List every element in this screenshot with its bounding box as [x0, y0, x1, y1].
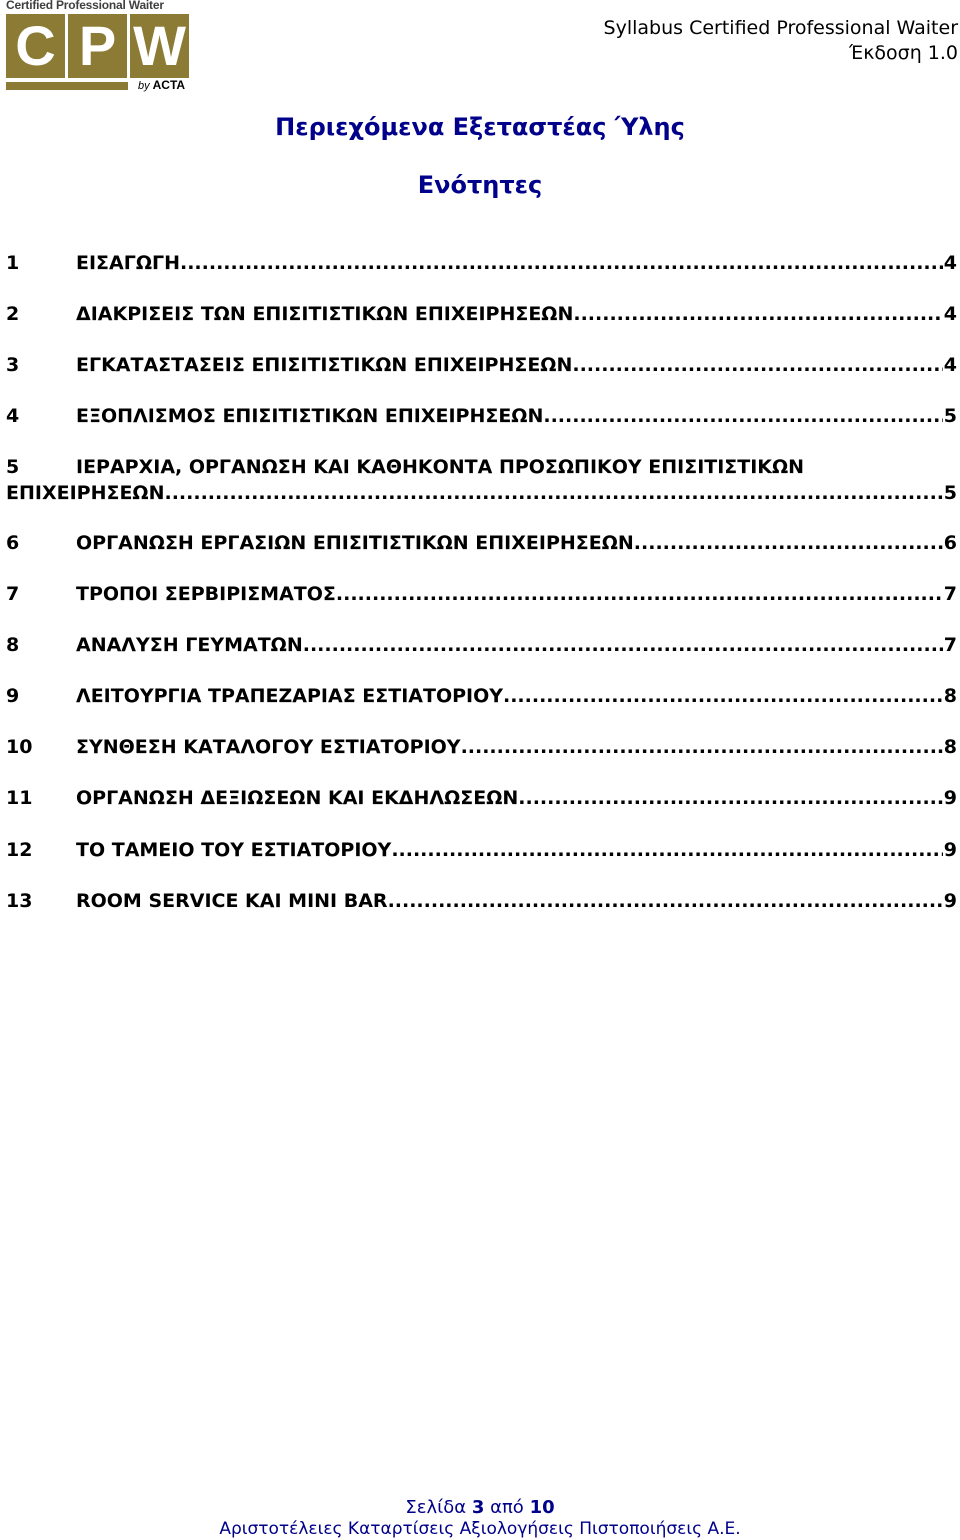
- company-name: Αριστοτέλειες Καταρτίσεις Αξιολογήσεις Πιστοποιήσεις Α.Ε.: [219, 1519, 741, 1539]
- toc-title: ΕΞΟΠΛΙΣΜΟΣ ΕΠΙΣΙΤΙΣΤΙΚΩΝ ΕΠΙΧΕΙΡΗΣΕΩΝ: [76, 405, 544, 427]
- document-header: [604, 16, 958, 66]
- toc-page-number: 4: [943, 303, 957, 325]
- toc-title: ROOM SERVICE ΚΑΙ MINI BAR: [76, 890, 388, 912]
- page-total: 10: [529, 1497, 555, 1518]
- toc-dot-leader: [503, 683, 943, 709]
- toc-number: 2: [6, 303, 20, 325]
- toc-entry-1[interactable]: [6, 250, 957, 276]
- toc-page-number: 8: [943, 685, 957, 707]
- toc-number: 8: [6, 634, 20, 656]
- toc-title-continued: ΕΠΙΧΕΙΡΗΣΕΩΝ: [6, 482, 165, 504]
- toc-title: ΤΡΟΠΟΙ ΣΕΡΒΙΡΙΣΜΑΤΟΣ: [76, 583, 336, 605]
- toc-page-number: 9: [943, 787, 957, 809]
- toc-entry-4[interactable]: [6, 403, 957, 429]
- toc-dot-leader: [461, 734, 943, 760]
- section-subtitle: Ενότητες: [417, 171, 543, 199]
- toc-number: 9: [6, 685, 20, 707]
- toc-page-number: 4: [943, 252, 957, 274]
- toc-number: 1: [6, 252, 20, 274]
- toc-entry-12[interactable]: [6, 837, 957, 863]
- toc-number: 7: [6, 583, 20, 605]
- toc-entry-8[interactable]: [6, 632, 957, 658]
- toc-page-number: 8: [943, 736, 957, 758]
- page-prefix: Σελίδα: [405, 1497, 467, 1518]
- toc-entry-2[interactable]: [6, 301, 957, 327]
- toc-dot-leader: [572, 352, 942, 378]
- toc-page-number: 4: [943, 354, 957, 376]
- toc-dot-leader: [573, 301, 942, 327]
- toc-page-number: 9: [943, 890, 957, 912]
- toc-page-number: 5: [943, 482, 957, 504]
- toc-page-number: 9: [943, 839, 957, 861]
- toc-number: 5: [6, 456, 20, 478]
- toc-entry-6[interactable]: [6, 530, 957, 556]
- page-current: 3: [471, 1497, 485, 1518]
- toc-dot-leader: [543, 403, 942, 429]
- toc-title: ΙΕΡΑΡΧΙΑ, ΟΡΓΑΝΩΣΗ ΚΑΙ ΚΑΘΗΚΟΝΤΑ ΠΡΟΣΩΠΙΚΟΥ ΕΠΙΣΙΤΙΣΤΙΚΩΝ: [76, 456, 805, 478]
- toc-dot-leader: [634, 530, 943, 556]
- logo-letter-boxes: [6, 14, 189, 78]
- logo-underline-bar: [6, 82, 128, 90]
- toc-title: ΛΕΙΤΟΥΡΓΙΑ ΤΡΑΠΕΖΑΡΙΑΣ ΕΣΤΙΑΤΟΡΙΟΥ: [76, 685, 503, 707]
- syllabus-title: Syllabus Certified Professional Waiter: [603, 17, 958, 39]
- toc-number: 13: [6, 890, 33, 912]
- toc-title: ΤΟ ΤΑΜΕΙΟ ΤΟΥ ΕΣΤΙΑΤΟΡΙΟΥ: [76, 839, 392, 861]
- logo-letter-c: C: [6, 14, 65, 78]
- toc-number: 10: [6, 736, 33, 758]
- cpw-logo: [6, 0, 196, 95]
- toc-number: 12: [6, 839, 33, 861]
- toc-number: 4: [6, 405, 20, 427]
- toc-dot-leader: [303, 632, 943, 658]
- toc-title: ΕΓΚΑΤΑΣΤΑΣΕΙΣ ΕΠΙΣΙΤΙΣΤΙΚΩΝ ΕΠΙΧΕΙΡΗΣΕΩΝ: [76, 354, 573, 376]
- logo-top-text: Certified Professional Waiter: [6, 0, 164, 12]
- toc-title: ΕΙΣΑΓΩΓΗ: [76, 252, 180, 274]
- toc-dot-leader: [391, 837, 942, 863]
- toc-page-number: 7: [943, 583, 957, 605]
- page-title: Περιεχόμενα Εξεταστέας Ύλης: [275, 113, 685, 141]
- toc-dot-leader: [336, 581, 943, 607]
- logo-brand: ACTA: [152, 78, 186, 92]
- logo-letter-w: W: [130, 14, 189, 78]
- toc-title: ΔΙΑΚΡΙΣΕΙΣ ΤΩΝ ΕΠΙΣΙΤΙΣΤΙΚΩΝ ΕΠΙΧΕΙΡΗΣΕΩΝ: [76, 303, 574, 325]
- toc-number: 3: [6, 354, 20, 376]
- toc-page-number: 5: [943, 405, 957, 427]
- toc-entry-3[interactable]: [6, 352, 957, 378]
- toc-title: ΑΝΑΛΥΣΗ ΓΕΥΜΑΤΩΝ: [76, 634, 303, 656]
- toc-entry-5[interactable]: [6, 454, 957, 506]
- page-of: από: [490, 1497, 524, 1518]
- toc-entry-11[interactable]: [6, 785, 957, 811]
- page-counter: [0, 1497, 960, 1518]
- toc-title: ΟΡΓΑΝΩΣΗ ΕΡΓΑΣΙΩΝ ΕΠΙΣΙΤΙΣΤΙΚΩΝ ΕΠΙΧΕΙΡΗΣΕΩΝ: [76, 532, 634, 554]
- toc-page-number: 6: [943, 532, 957, 554]
- toc-dot-leader: [518, 785, 943, 811]
- toc-title: ΟΡΓΑΝΩΣΗ ΔΕΞΙΩΣΕΩΝ ΚΑΙ ΕΚΔΗΛΩΣΕΩΝ: [76, 787, 519, 809]
- toc-number: 11: [6, 787, 33, 809]
- logo-by-acta: [138, 78, 185, 92]
- version-label: Έκδοση 1.0: [849, 42, 958, 64]
- logo-letter-p: P: [68, 14, 127, 78]
- toc-dot-leader: [180, 250, 943, 276]
- toc-entry-13[interactable]: [6, 888, 957, 914]
- toc-page-number: 7: [943, 634, 957, 656]
- toc-entry-10[interactable]: [6, 734, 957, 760]
- toc-entry-9[interactable]: [6, 683, 957, 709]
- toc-number: 6: [6, 532, 20, 554]
- toc-title: ΣΥΝΘΕΣΗ ΚΑΤΑΛΟΓΟΥ ΕΣΤΙΑΤΟΡΙΟΥ: [76, 736, 461, 758]
- logo-by-text: by: [138, 80, 150, 92]
- toc-dot-leader: [165, 480, 943, 506]
- toc-dot-leader: [388, 888, 943, 914]
- toc-entry-7[interactable]: [6, 581, 957, 607]
